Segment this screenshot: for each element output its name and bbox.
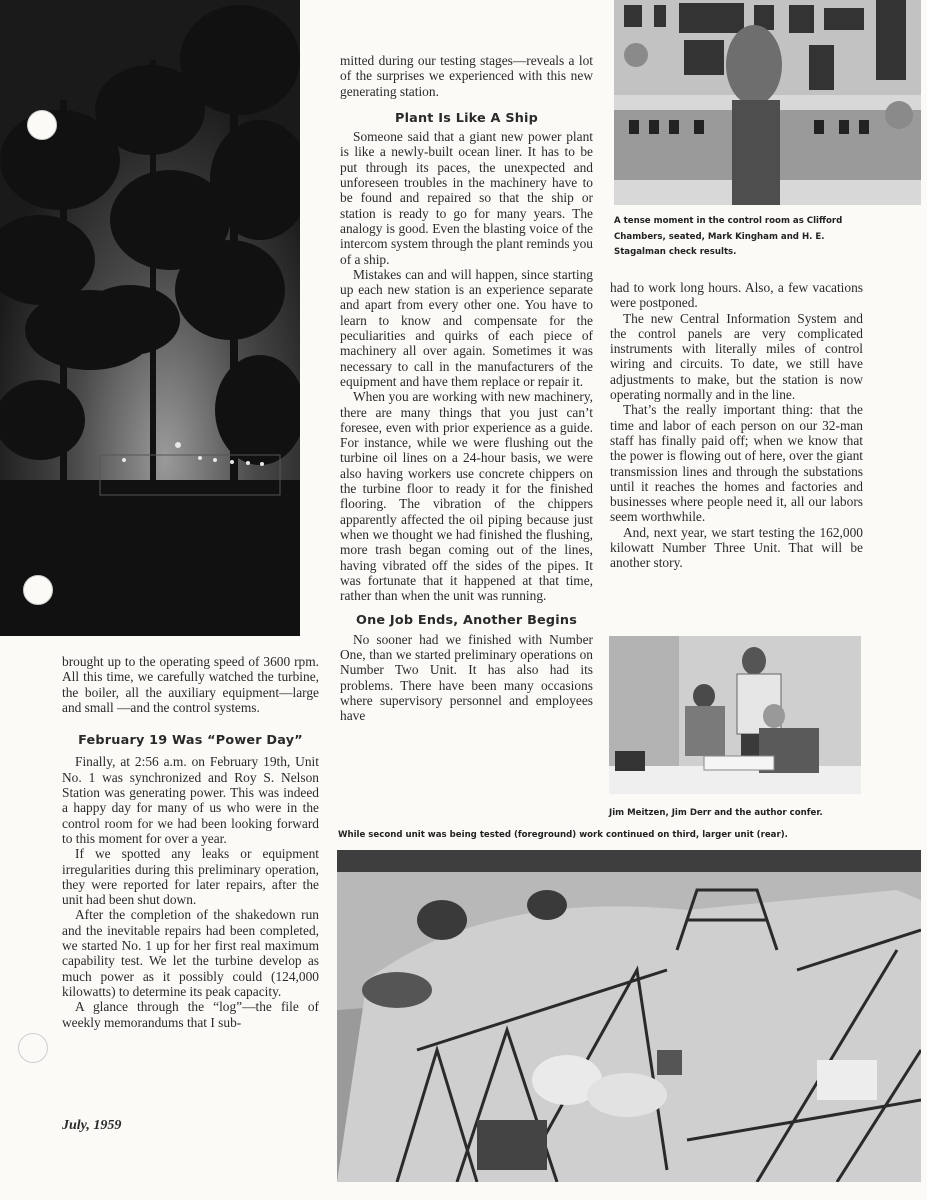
- paragraph: No sooner had we finished with Number One, than we started preliminary operations on Number Two Unit. It has also had its problems. There have been many occasions where supervisory personnel and employees have: [340, 631, 593, 724]
- section-heading: Plant Is Like A Ship: [395, 110, 538, 126]
- punch-hole: [18, 1033, 48, 1063]
- construction-caption: While second unit was being tested (foreground) work continued on third, larger unit (rear).: [338, 830, 788, 840]
- section-heading: One Job Ends, Another Begins: [355, 613, 578, 629]
- paragraph: Mistakes can and will happen, since starting up each new station is an experience separate and apart from every other one. You have to learn to know and compensate for the peculiarities and quirks of each piece of machinery all over again. Sometimes it was necessary to call in the manufacturers of the equipment and have them replace or repair it.: [340, 266, 593, 389]
- left-column: [62, 654, 319, 1030]
- control-room-photo: [614, 0, 921, 205]
- issue-date: July, 1959: [62, 1118, 122, 1133]
- paragraph: Finally, at 2:56 a.m. on February 19th, Unit No. 1 was synchronized and Roy S. Nelson Station was generating power. This was indeed a happy day for many of us who were in the control room for we had been looking forward to this moment for over a year.: [62, 754, 319, 846]
- construction-photo: [337, 850, 921, 1182]
- paragraph: That’s the really important thing: that the time and labor of each person on our 32-man staff has finally paid off; when we know that the power is flowing out of here, over the giant transmission lines and through the substations until it reaches the homes and factories and businesses where people need it, all our labors seem worthwhile.: [610, 402, 863, 525]
- paragraph: Someone said that a giant new power plant is like a newly-built ocean liner. It has to be put through its paces, the unexpected and unforeseen troubles in the machinery have to be found and repaired so that the ship or station is ready to go for many years. The analogy is good. Even the blasting voice of the intercom system through the plant reminds you of a ship.: [340, 129, 593, 267]
- paragraph: When you are working with new machinery, there are many things that you just can’t foresee, even with prior experience as a guide. For instance, while we were flushing out the turbine oil lines on a 24-hour basis, we were also having workers use concrete chippers on the turbine floor to ready it for the finished flooring. The vibration of the chippers apparently affected the oil piping because just when we thought we had finished the flushing, more trash began coming out of the lines, having vibrated off the sides of the pipes. It was fortunate that it happened at that time, rather than when the unit was running.: [340, 389, 593, 604]
- section-heading: February 19 Was “Power Day”: [78, 733, 303, 749]
- paragraph: brought up to the operating speed of 3600 rpm. All this time, we carefully watched the turbine, the boiler, all the auxiliary equipment—large and small —and the control systems.: [62, 654, 319, 715]
- paragraph: had to work long hours. Also, a few vacations were postponed.: [610, 280, 863, 311]
- paragraph: A glance through the “log”—the file of weekly memorandums that I sub-: [62, 999, 319, 1030]
- control-room-caption: A tense moment in the control room as Clifford Chambers, seated, Mark Kingham and H. E. Stagalman check results.: [614, 216, 843, 257]
- paragraph: If we spotted any leaks or equipment irregularities during this preliminary operation, they were reported for later repairs, after the unit had been shut down.: [62, 846, 319, 908]
- paragraph: The new Central Information System and the control panels are very complicated instruments with literally miles of control wiring and circuits. To date, we still have adjustments to make, but the station is now operating normally and in the line.: [610, 310, 863, 403]
- punch-hole: [27, 110, 57, 140]
- paragraph: After the completion of the shakedown run and the inevitable repairs had been completed, we started No. 1 up for her first real maximum capability test. We let the turbine develop as much power as it possibly could (124,000 kilowatts) to determine its peak capacity.: [62, 907, 319, 999]
- paragraph: mitted during our testing stages—reveals a lot of the surprises we experienced with this new generating station.: [340, 53, 593, 99]
- right-column: [610, 280, 863, 571]
- paragraph: And, next year, we start testing the 162,000 kilowatt Number Three Unit. That will be another story.: [610, 524, 863, 571]
- confer-photo: [609, 636, 861, 794]
- confer-caption: Jim Meitzen, Jim Derr and the author confer.: [609, 808, 823, 818]
- pine-trees-photo: [0, 0, 300, 636]
- punch-hole: [23, 575, 53, 605]
- middle-column: [340, 53, 593, 723]
